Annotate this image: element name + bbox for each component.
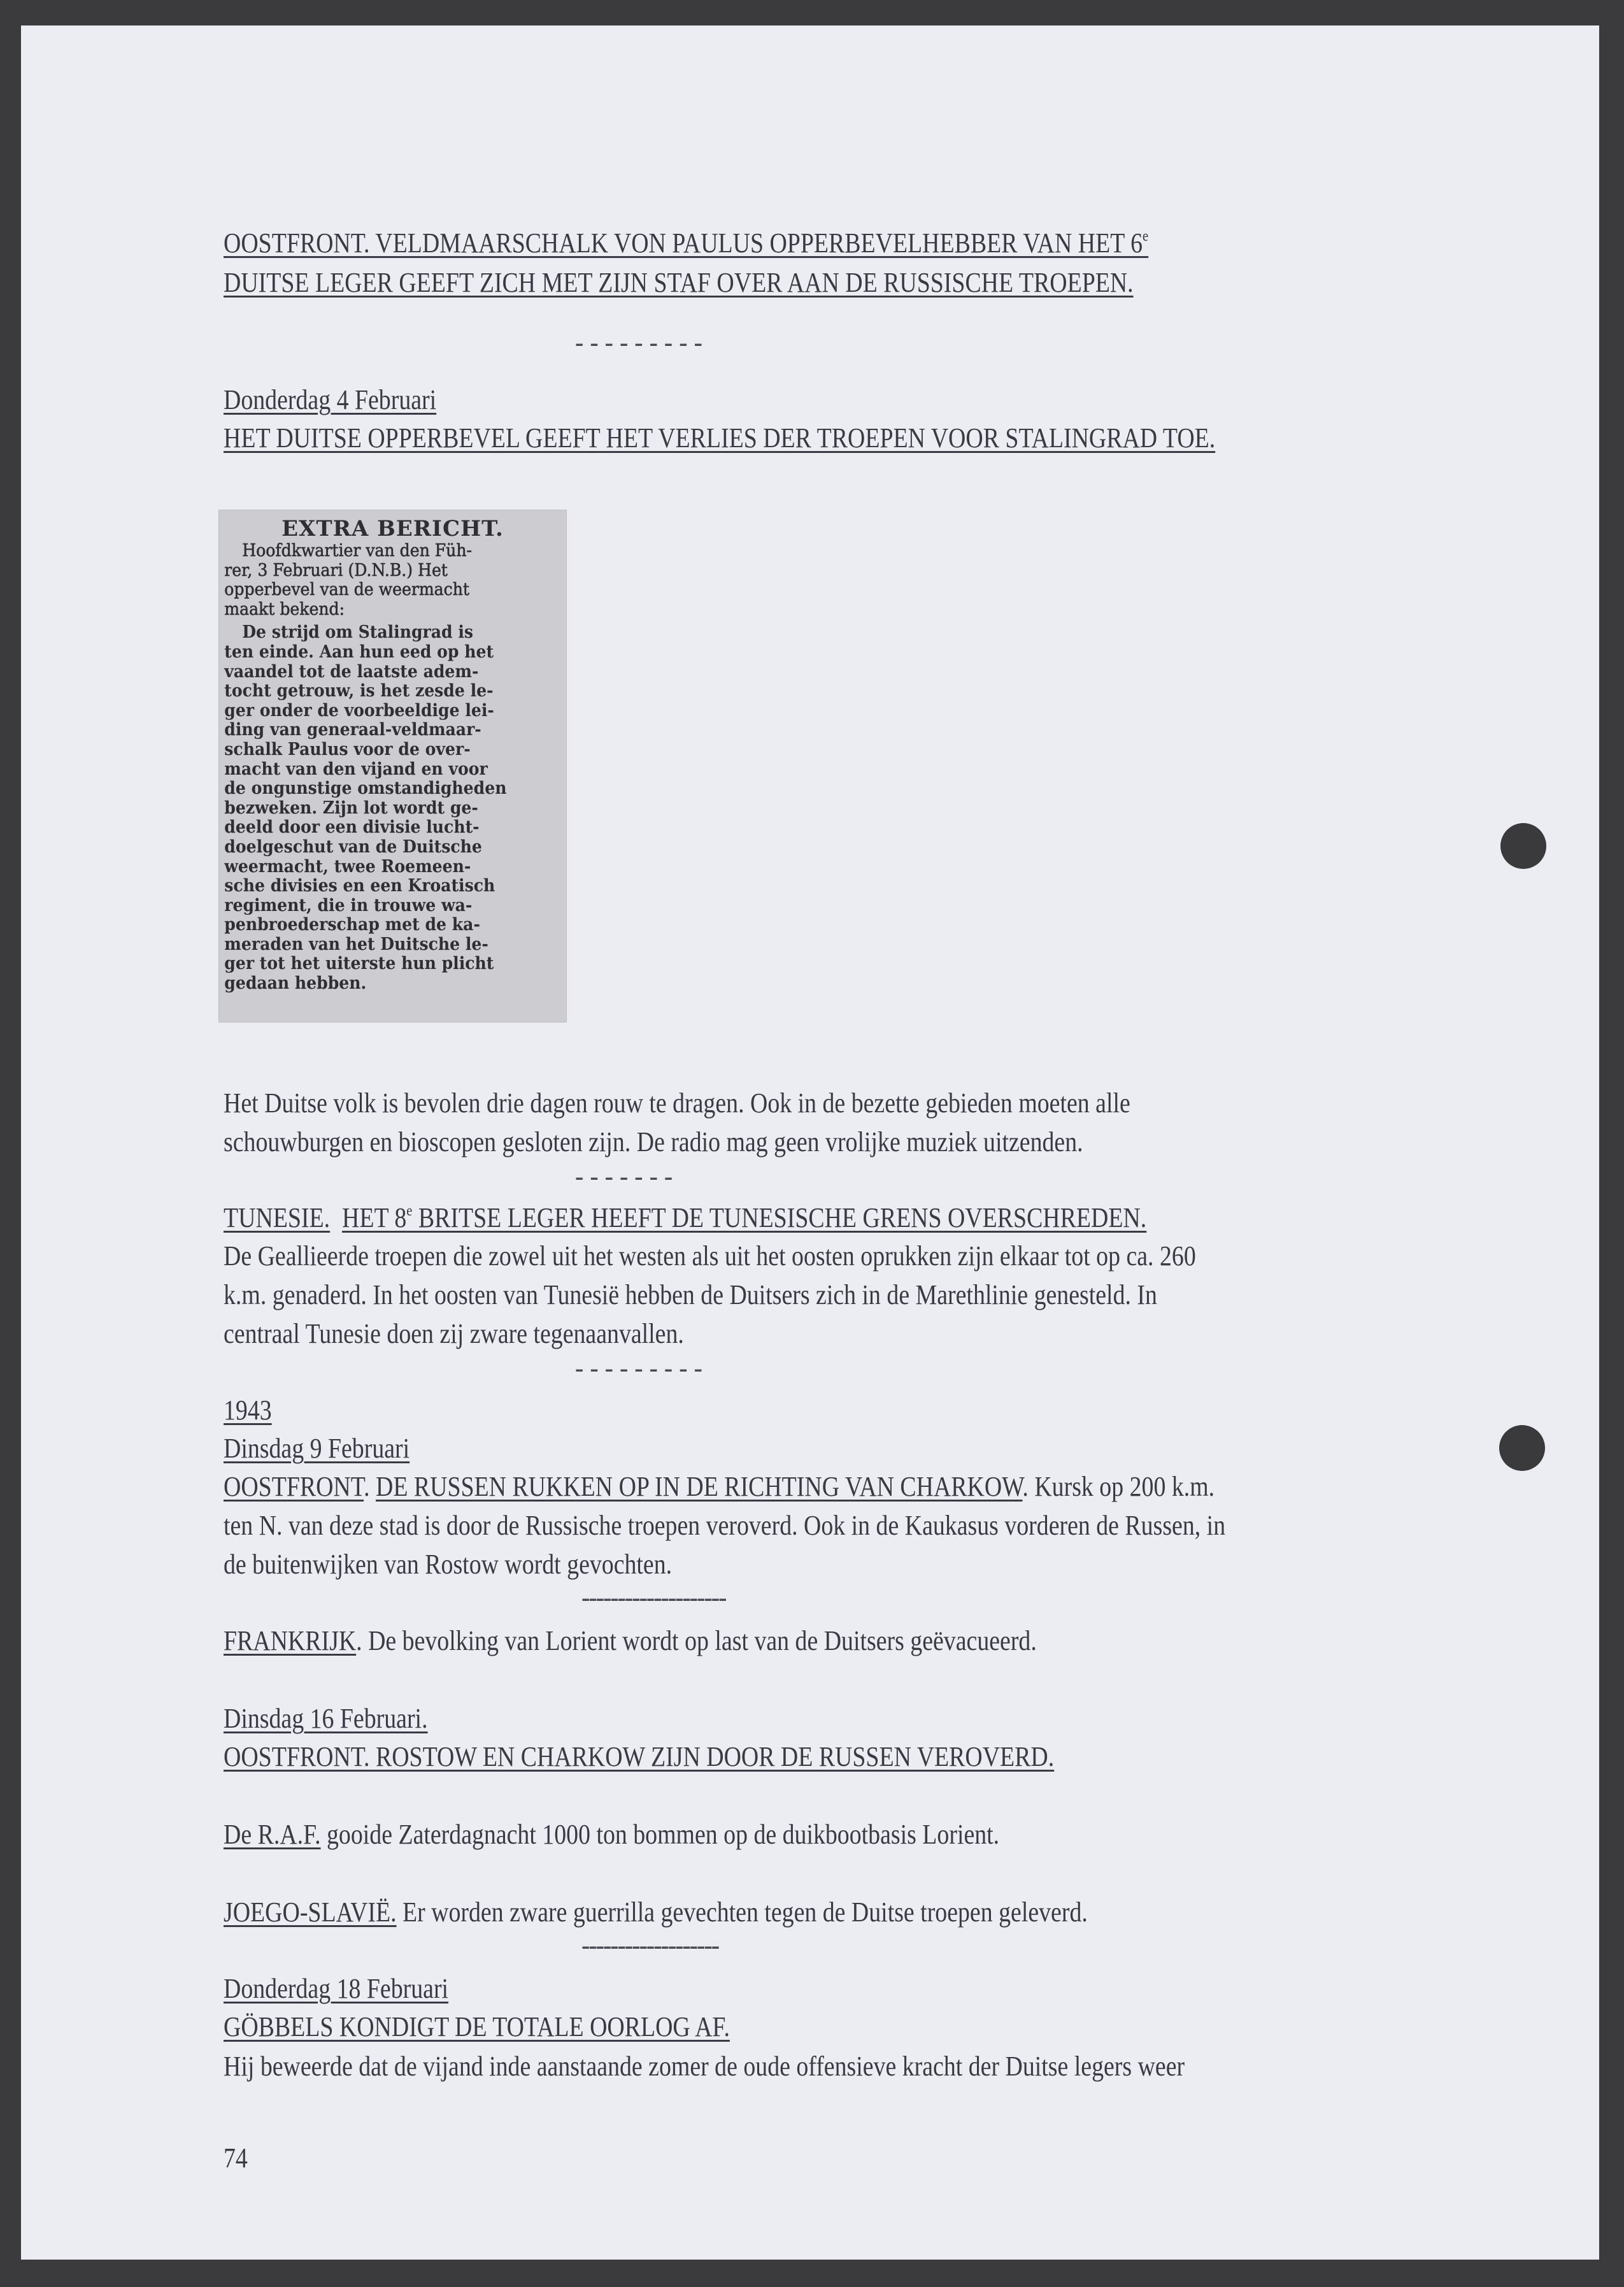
punch-hole-top	[1500, 823, 1546, 869]
headline-rostow: OOSTFRONT. ROSTOW EN CHARKOW ZIJN DOOR DE RUSSEN VEROVERD.	[224, 1741, 1055, 1772]
paragraph-tunesie-line3: centraal Tunesie doen zij zware tegenaanvallen.	[224, 1318, 684, 1349]
clipping-line: gedaan hebben.	[224, 973, 367, 994]
label-frankrijk: FRANKRIJK	[224, 1625, 357, 1656]
paragraph-tunesie-line1: De Geallieerde troepen die zowel uit het westen als uit het oosten oprukken zijn elkaar tot op ca. 260	[224, 1240, 1196, 1272]
date-feb-18: Donderdag 18 Februari	[224, 1973, 449, 2004]
clipping-line: meraden van het Duitsche le-	[224, 934, 488, 954]
clipping-line: ten einde. Aan hun eed op het	[224, 642, 494, 662]
date-feb-16: Dinsdag 16 Februari.	[224, 1703, 428, 1734]
clipping-line: regiment, die in trouwe wa-	[224, 895, 473, 915]
clipping-line: penbroederschap met de ka-	[224, 915, 480, 935]
paragraph-joegoslavie: JOEGO-SLAVIË. Er worden zware guerrilla gevechten tegen de Duitse troepen geleverd.	[224, 1896, 1088, 1928]
paragraph-frankrijk: FRANKRIJK. De bevolking van Lorient wordt op last van de Duitsers geëvacueerd.	[224, 1625, 1037, 1656]
headline-tunesie: TUNESIE. HET 8e BRITSE LEGER HEEFT DE TUNESISCHE GRENS OVERSCHREDEN.	[224, 1202, 1147, 1233]
clipping-line: de ongunstige omstandigheden	[224, 778, 507, 799]
clipping-line: schalk Paulus voor de over-	[224, 739, 471, 759]
clipping-line: bezweken. Zijn lot wordt ge-	[224, 798, 478, 818]
headline-stalingrad: HET DUITSE OPPERBEVEL GEEFT HET VERLIES DER TROEPEN VOOR STALINGRAD TOE.	[224, 422, 1216, 454]
clipping-line: maakt bekend:	[224, 599, 345, 619]
paragraph-mourning-line2: schouwburgen en bioscopen gesloten zijn. De radio mag geen vrolijke muziek uitzenden.	[224, 1126, 1083, 1158]
separator: - - - - - - - - -	[575, 328, 702, 357]
separator: -------------------	[581, 1931, 719, 1960]
headline-gobbels: GÖBBELS KONDIGT DE TOTALE OORLOG AF.	[224, 2011, 730, 2042]
paragraph-raf: De R.A.F. gooide Zaterdagnacht 1000 ton bommen op de duikbootbasis Lorient.	[224, 1819, 1000, 1850]
page-number: 74	[224, 2142, 248, 2174]
label-tunesie: TUNESIE.	[224, 1202, 331, 1233]
heading-paulus-line2: DUITSE LEGER GEEFT ZICH MET ZIJN STAF OVER AAN DE RUSSISCHE TROEPEN.	[224, 267, 1134, 298]
newspaper-clipping	[218, 510, 567, 1022]
year-1943: 1943	[224, 1394, 272, 1426]
punch-hole-bottom	[1499, 1425, 1545, 1471]
paragraph-tunesie-line2: k.m. genaderd. In het oosten van Tunesië hebben de Duitsers zich in de Marethlinie genesteld. In	[224, 1279, 1157, 1310]
document-page	[21, 25, 1599, 2260]
label-raf: De R.A.F.	[224, 1819, 321, 1850]
clipping-line: ding van generaal-veldmaar-	[224, 720, 481, 740]
separator: - - - - - - -	[575, 1162, 673, 1191]
label-joegoslavie: JOEGO-SLAVIË.	[224, 1896, 397, 1928]
clipping-line: deeld door een divisie lucht-	[224, 817, 480, 838]
clipping-line: Hoofdkwartier van den Füh-	[242, 541, 473, 561]
clipping-line: ger tot het uiterste hun plicht	[224, 954, 494, 974]
separator: - - - - - - - - -	[575, 1354, 702, 1382]
clipping-line: vaandel tot de laatste adem-	[224, 661, 479, 682]
paragraph-charkow-line1: ten N. van deze stad is door de Russische troepen veroverd. Ook in de Kaukasus vorderen de Russen, in	[224, 1510, 1226, 1541]
paragraph-gobbels-line1: Hij beweerde dat de vijand inde aanstaande zomer de oude offensieve kracht der Duitse legers weer	[224, 2051, 1185, 2082]
paragraph-charkow-line2: de buitenwijken van Rostow wordt gevochten.	[224, 1549, 673, 1580]
clipping-line: ger onder de voorbeeldige lei-	[224, 700, 494, 721]
paragraph-mourning-line1: Het Duitse volk is bevolen drie dagen rouw te dragen. Ook in de bezette gebieden moeten alle	[224, 1087, 1130, 1119]
clipping-line: doelgeschut van de Duitsche	[224, 836, 482, 857]
date-feb-4: Donderdag 4 Februari	[224, 384, 437, 415]
label-oostfront: OOSTFRONT	[224, 1471, 364, 1502]
clipping-line: rer, 3 Februari (D.N.B.) Het	[224, 560, 448, 580]
clipping-line: macht van den vijand en voor	[224, 759, 488, 779]
separator: --------------------	[581, 1583, 726, 1612]
clipping-title: EXTRA BERICHT.	[281, 516, 504, 541]
clipping-line: tocht getrouw, is het zesde le-	[224, 681, 494, 701]
clipping-line: sche divisies en een Kroatisch	[224, 876, 495, 896]
clipping-line: weermacht, twee Roemeen-	[224, 856, 471, 877]
date-feb-9: Dinsdag 9 Februari	[224, 1433, 410, 1464]
headline-charkow: OOSTFRONT. DE RUSSEN RUKKEN OP IN DE RICHTING VAN CHARKOW. Kursk op 200 k.m.	[224, 1471, 1215, 1502]
clipping-line: De strijd om Stalingrad is	[242, 622, 474, 643]
clipping-line: opperbevel van de weermacht	[224, 580, 469, 600]
heading-paulus-line1: OOSTFRONT. VELDMAARSCHALK VON PAULUS OPPERBEVELHEBBER VAN HET 6e	[224, 227, 1149, 259]
